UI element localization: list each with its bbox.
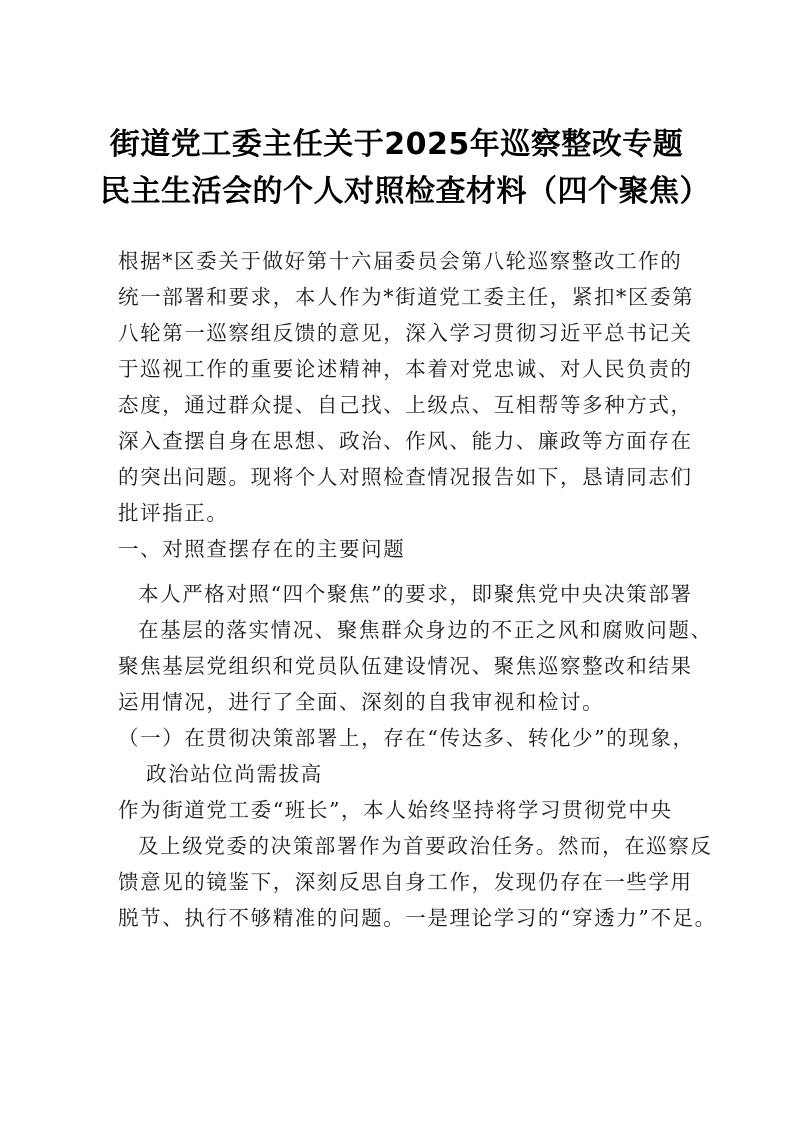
body-line-9: 一、对照查摆存在的主要问题 (118, 537, 406, 561)
body-line-19: 脱节、执行不够精准的问题。一是理论学习的“穿透力”不足。 (118, 906, 717, 930)
body-line-4: 于巡视工作的重要论述精神，本着对党忠诚、对人民负责的 (118, 357, 693, 381)
body-line-12: 聚焦基层党组织和党员队伍建设情况、聚焦巡察整改和结果 (118, 654, 693, 678)
document-title-line-1: 街道党工委主任关于2025年巡察整改专题 (109, 127, 684, 162)
subsection-heading-1-cont: 作为街道党工委“班长”，本人始终坚持将学习贯彻党中央 (118, 798, 673, 822)
body-line-3: 八轮第一巡察组反馈的意见，深入学习贯彻习近平总书记关 (118, 321, 693, 345)
body-line-7: 的突出问题。现将个人对照检查情况报告如下，恳请同志们 (118, 465, 693, 489)
body-line-13: 运用情况，进行了全面、深刻的自我审视和检讨。 (118, 690, 605, 714)
body-line-1: 根据*区委关于做好第十六届委员会第八轮巡察整改工作的 (118, 249, 683, 273)
body-line-11: 在基层的落实情况、聚焦群众身边的不正之风和腐败问题、 (138, 618, 713, 642)
body-line-18: 馈意见的镜鉴下，深刻反思自身工作，发现仍存在一些学用 (118, 870, 693, 894)
body-line-14: （一）在贯彻决策部署上，存在“传达多、转化少”的现象， (118, 726, 695, 750)
subsection-heading-1: 政治站位尚需拔高 (146, 762, 323, 786)
body-line-6: 深入查摆自身在思想、政治、作风、能力、廉政等方面存在 (118, 429, 693, 453)
body-line-8: 批评指正。 (118, 501, 229, 525)
document-title-line-2: 民主生活会的个人对照检查材料（四个聚焦） (100, 174, 710, 209)
body-line-2: 统一部署和要求，本人作为*街道党工委主任，紧扣*区委第 (118, 285, 695, 309)
body-line-5: 态度，通过群众提、自己找、上级点、互相帮等多种方式， (118, 393, 693, 417)
section-heading-1: 本人严格对照“四个聚焦”的要求，即聚焦党中央决策部署 (138, 582, 693, 606)
body-line-17: 及上级党委的决策部署作为首要政治任务。然而，在巡察反 (138, 834, 713, 858)
